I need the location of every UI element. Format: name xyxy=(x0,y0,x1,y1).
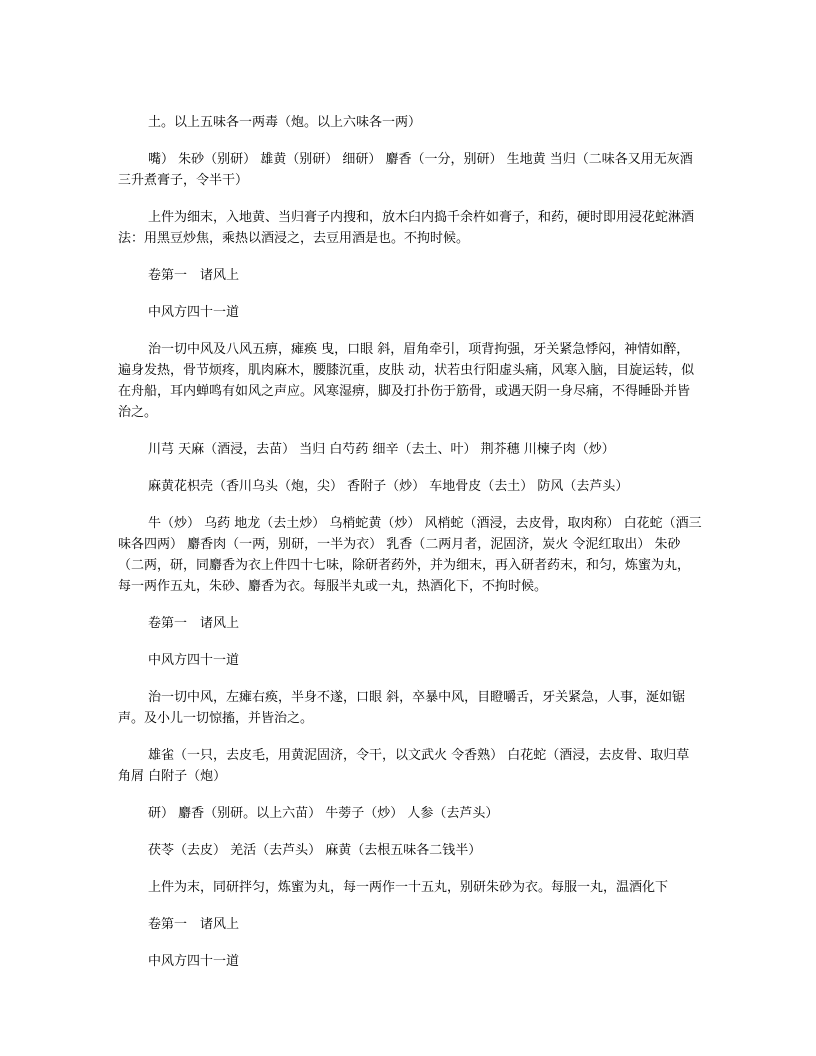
paragraph-indications: 治一切中风及八风五痹，瘫痪 曳，口眼 斜，眉角牵引，项背拘强，牙关紧急悸闷，神情如醉，遍身发热，骨节烦疼，肌肉麻木，腰膝沉重，皮肤 动，状若虫行阳虚头痛，风寒入脑，目旋运转，似在舟船，耳内蝉鸣有如风之声应。风寒湿痹，脚及打扑伤于筋骨，或遇天阴一身尽痛，不得睡卧并皆治之。 xyxy=(118,342,695,420)
paragraph-preparation: 上件为细末，入地黄、当归膏子内搜和，放木臼内捣千余杵如膏子，和药，硬时即用浸花蛇淋酒法：用黑豆炒焦，乘热以酒浸之，去豆用酒是也。不拘时候。 xyxy=(118,210,695,246)
paragraph-ingredients: 麻黄花枳壳（香川乌头（炮，尖） 香附子（炒） 车地骨皮（去土） 防风（去芦头） xyxy=(148,479,629,494)
paragraph-text: 土。以上五味各一两毒（炮。以上六味各一两） xyxy=(148,115,422,130)
paragraph-ingredients: 研） 麝香（别研。以上六苗） 牛蒡子（炒） 人参（去芦头） xyxy=(148,806,499,821)
section-heading: 中风方四十一道 xyxy=(148,305,240,320)
section-heading: 中风方四十一道 xyxy=(148,954,240,969)
section-heading: 中风方四十一道 xyxy=(148,653,240,668)
paragraph-ingredients: 牛（炒） 乌药 地龙（去土炒） 乌梢蛇黄（炒） 风梢蛇（酒浸，去皮骨，取肉称） 白花蛇（酒三味各四两） 麝香肉（一两，别研，一半为衣） 乳香（二两月者，泥固济，炭火 令泥红取出） 朱砂（二两，研，同麝香为衣上件四十七味，除研者药外，并为细末，再入研者药末，和匀，炼蜜为丸，每一两作五丸，朱砂、麝香为衣。每服半丸或一丸，热酒化下，不拘时候。 xyxy=(118,516,702,594)
paragraph-ingredients: 嘴） 朱砂（别研） 雄黄（别研） 细研） 麝香（一分，别研） 生地黄 当归（二味各又用无灰酒三升煮膏子，令半干） xyxy=(118,152,693,188)
chapter-heading: 卷第一 诸风上 xyxy=(148,616,240,631)
paragraph-indications: 治一切中风，左瘫右痪，半身不遂，口眼 斜，卒暴中风，目瞪嚼舌，牙关紧急，人事，涎如锯声。及小儿一切惊搐，并皆治之。 xyxy=(118,690,686,726)
chapter-heading: 卷第一 诸风上 xyxy=(148,917,240,932)
paragraph-ingredients: 川芎 天麻（酒浸，去苗） 当归 白芍药 细辛（去土、叶） 荆芥穗 川楝子肉（炒） xyxy=(148,442,615,457)
document-page xyxy=(118,112,702,988)
paragraph-ingredients: 雄雀（一只，去皮毛，用黄泥固济，令干，以文武火 令香熟） 白花蛇（酒浸，去皮骨、取归草角屑 白附子（炮） xyxy=(118,748,690,784)
chapter-heading: 卷第一 诸风上 xyxy=(148,268,240,283)
paragraph-ingredients: 茯苓（去皮） 羌活（去芦头） 麻黄（去根五味各二钱半） xyxy=(148,843,482,858)
paragraph-preparation: 上件为末，同研拌匀，炼蜜为丸，每一两作一十五丸，别研朱砂为衣。每服一丸，温酒化下 xyxy=(148,880,669,895)
